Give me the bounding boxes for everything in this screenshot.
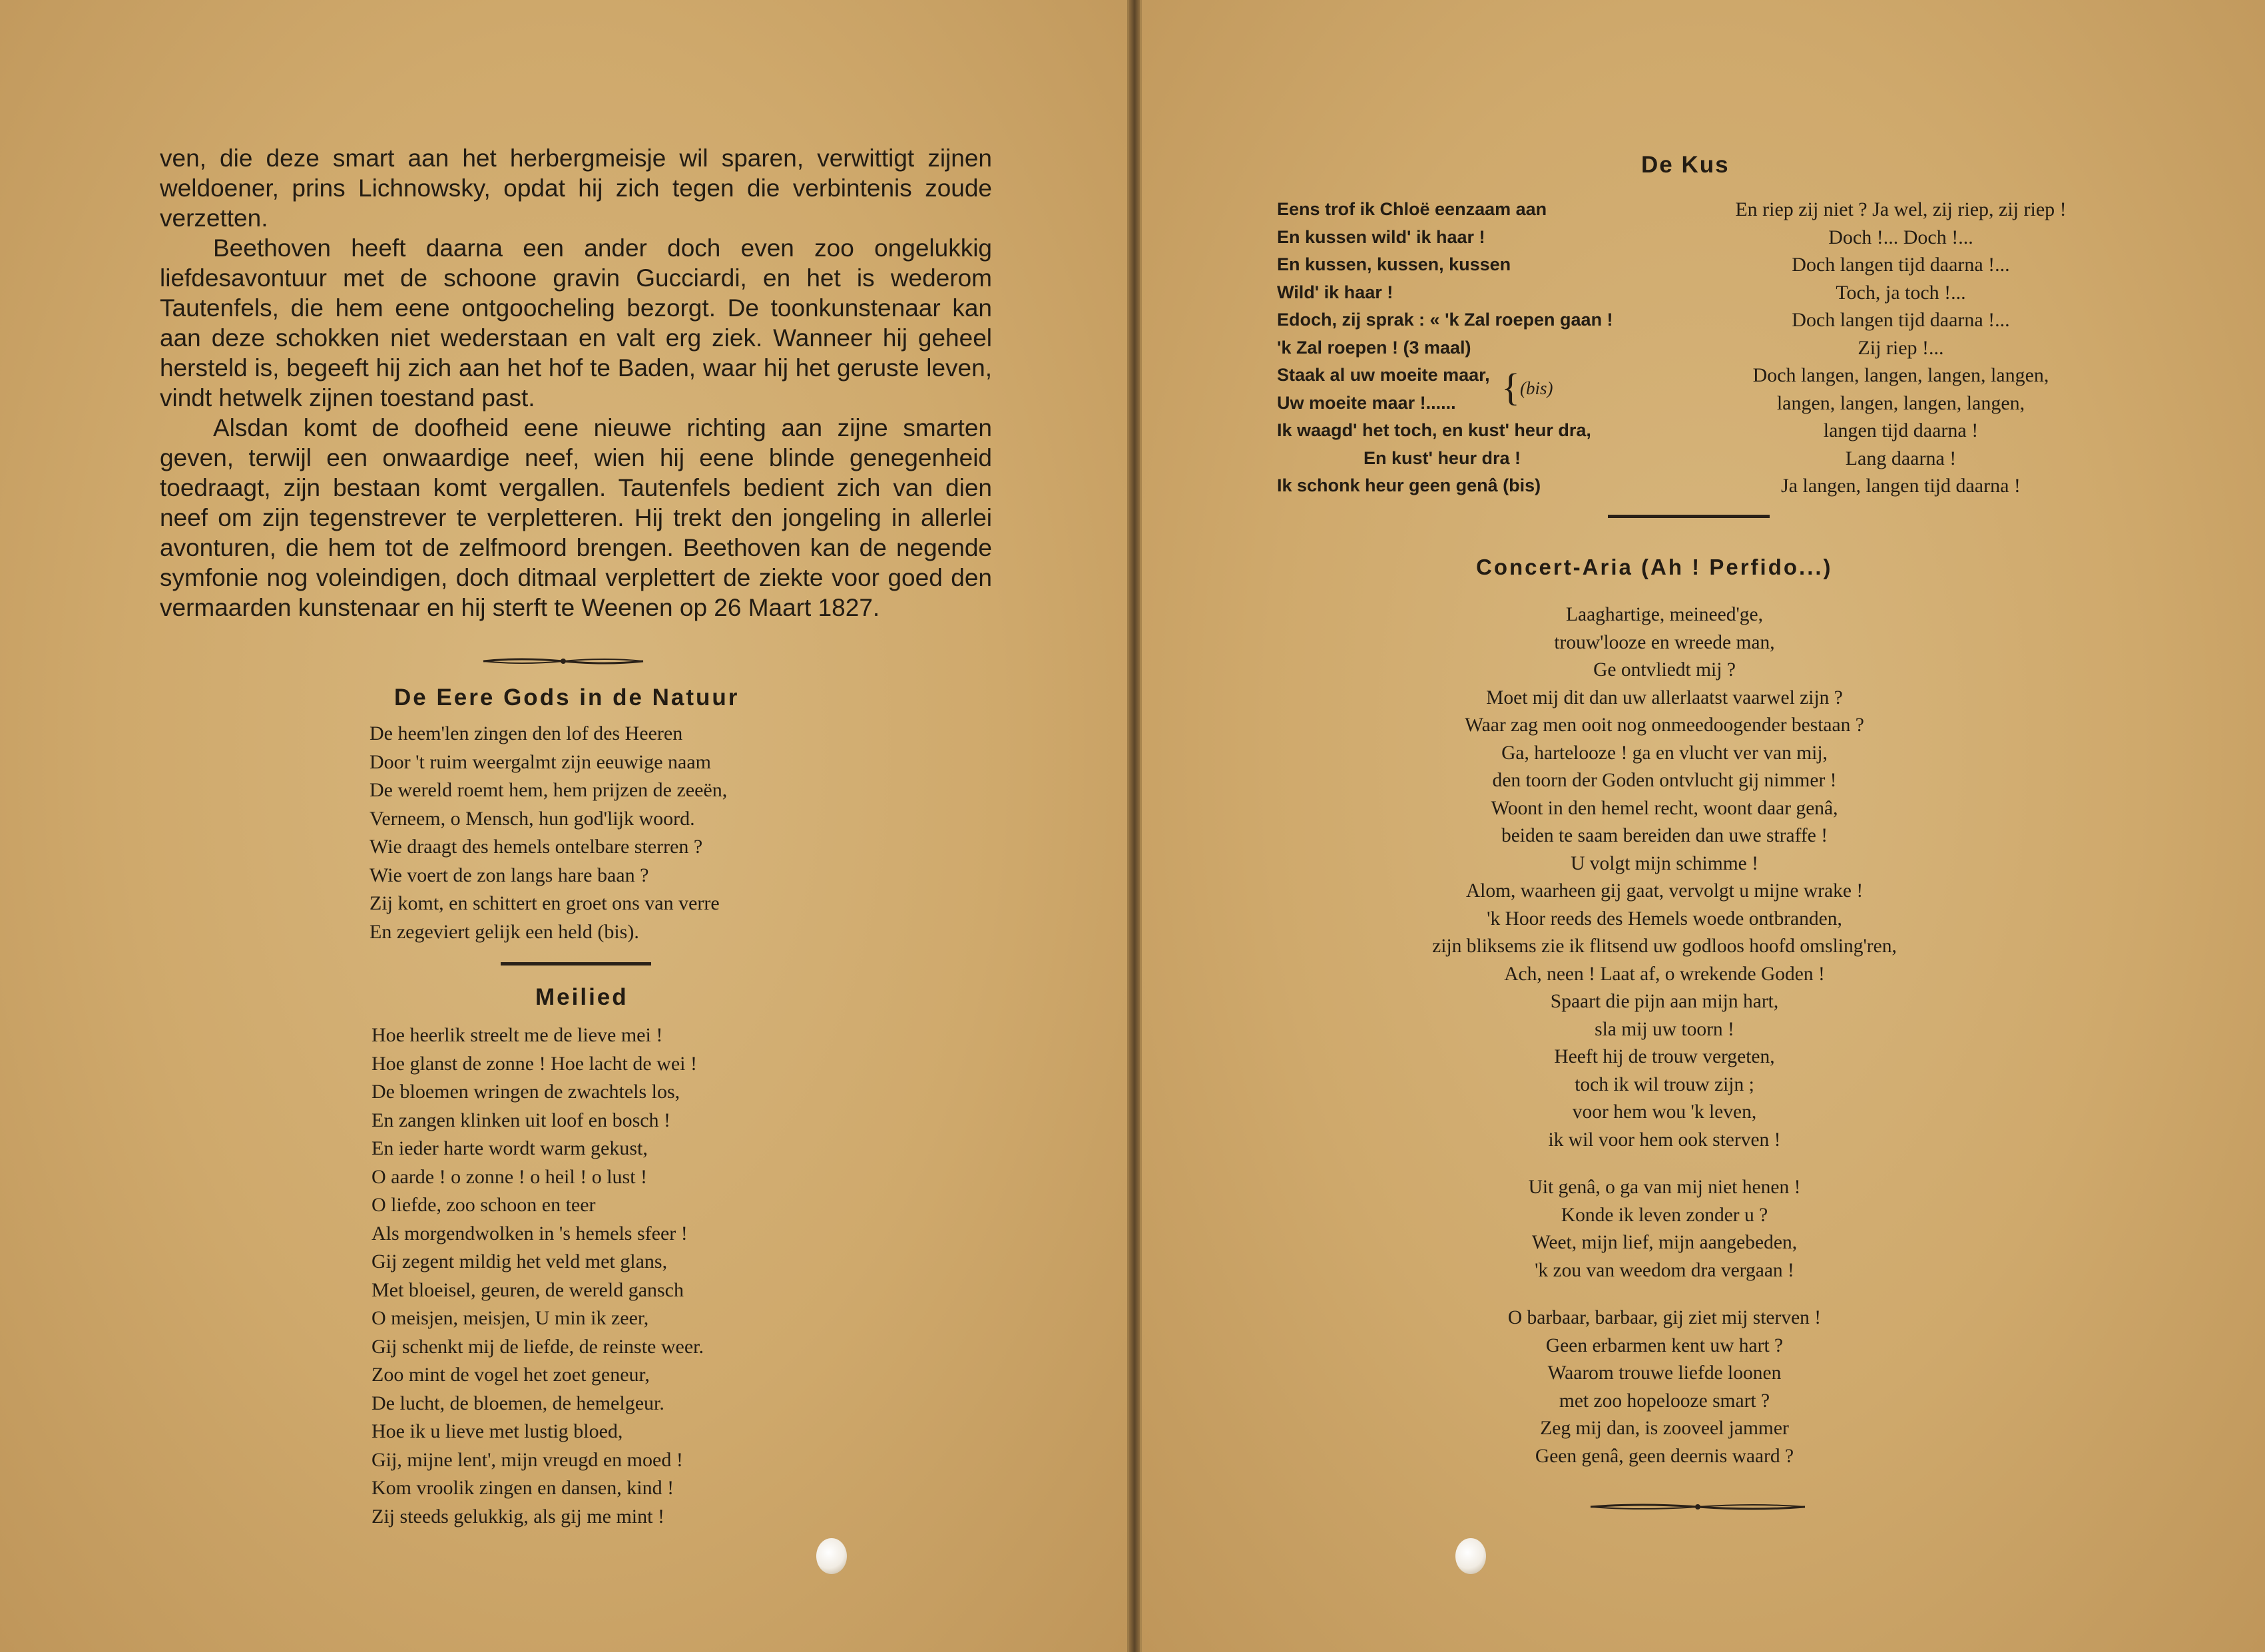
verse-line: O liefde, zoo schoon en teer <box>372 1194 596 1216</box>
verse-line: Gij, mijne lent', mijn vreugd en moed ! <box>372 1448 683 1471</box>
verse-line: Als morgendwolken in 's hemels sfeer ! <box>372 1222 688 1244</box>
biography-text <box>160 143 992 623</box>
verse-line: Heeft hij de trouw vergeten, <box>1554 1046 1775 1067</box>
verse-line: En kussen wild' ik haar ! <box>1277 226 1485 247</box>
ornament-divider <box>481 656 646 667</box>
punch-hole <box>1455 1538 1486 1574</box>
verse-line: Zij riep !... <box>1858 336 1944 359</box>
verse-line: En kust' heur dra ! <box>1364 447 1521 468</box>
verse-line: En zegeviert gelijk een held (bis). <box>370 920 639 943</box>
aria-verse <box>1252 601 2077 1470</box>
book-spine <box>1129 0 1140 1652</box>
verse-line: Gij schenkt mij de liefde, de reinste weer. <box>372 1335 704 1358</box>
kus-verse-left <box>1277 196 1613 500</box>
verse-line: O meisjen, meisjen, U min ik zeer, <box>372 1307 649 1329</box>
verse-line: Waarom trouwe liefde loonen <box>1547 1362 1782 1384</box>
verse-line: O barbaar, barbaar, gij ziet mij sterven ! <box>1507 1307 1822 1328</box>
verse-line: sla mij uw toorn ! <box>1595 1018 1734 1040</box>
verse-line: Alom, waarheen gij gaat, vervolgt u mijne wrake ! <box>1465 880 1864 902</box>
verse-line: De lucht, de bloemen, de hemelgeur. <box>372 1392 664 1414</box>
verse-line: Wie voert de zon langs hare baan ? <box>370 864 649 886</box>
verse-line: En riep zij niet ? Ja wel, zij riep, zij riep ! <box>1735 198 2067 220</box>
verse-line: ik wil voor hem ook sterven ! <box>1548 1129 1781 1151</box>
song-title: De Kus <box>1641 152 1730 178</box>
paragraph: Beethoven heeft daarna een ander doch even zoo ongelukkig liefdesavontuur met de schoone gravin Gucciardi, en het is wederom Tautenfels, die hem eene ontgoocheling bezorgt. De toonkunstenaar kan aan deze schokken niet wederstaan en valt erg ziek. Wanneer hij geheel hersteld is, begeeft hij zich aan het hof te Baden, waar hij het geruste leven, vindt hetwelk zijnen toestand past. <box>160 234 992 412</box>
verse-line: Toch, ja toch !... <box>1836 281 1966 304</box>
verse-line: Spaart die pijn aan mijn hart, <box>1550 991 1779 1012</box>
verse-line: Ik schonk heur geen genâ (bis) <box>1277 475 1541 495</box>
verse-line: 'k Zal roepen ! (3 maal) <box>1277 337 1471 358</box>
song-verse <box>370 720 727 946</box>
verse-line: met zoo hopelooze smart ? <box>1559 1390 1770 1412</box>
verse-line: toch ik wil trouw zijn ; <box>1575 1073 1754 1095</box>
verse-line: Wie draagt des hemels ontelbare sterren ? <box>370 836 703 858</box>
verse-line: Ach, neen ! Laat af, o wrekende Goden ! <box>1504 963 1825 985</box>
verse-line: trouw'looze en wreede man, <box>1554 631 1775 653</box>
song-title: Concert-Aria (Ah ! Perfido...) <box>1476 555 1833 579</box>
verse-line: O aarde ! o zonne ! o heil ! o lust ! <box>372 1165 648 1188</box>
verse-line: Geen genâ, geen deernis waard ? <box>1535 1445 1794 1467</box>
verse-line: langen tijd daarna ! <box>1823 419 1979 441</box>
verse-line: Gij zegent mildig het veld met glans, <box>372 1250 668 1272</box>
verse-line: U volgt mijn schimme ! <box>1571 852 1758 874</box>
verse-line: Kom vroolik zingen en dansen, kind ! <box>372 1477 674 1499</box>
punch-hole <box>816 1538 847 1574</box>
verse-line: Edoch, zij sprak : « 'k Zal roepen gaan ! <box>1277 310 1613 330</box>
verse-line: Moet mij dit dan uw allerlaatst vaarwel zijn ? <box>1486 687 1843 708</box>
verse-line: Laaghartige, meineed'ge, <box>1565 604 1764 625</box>
verse-line: Uit genâ, o ga van mij niet henen ! <box>1528 1177 1801 1198</box>
verse-line: Eens trof ik Chloë eenzaam aan <box>1277 199 1547 219</box>
song-verse <box>372 1021 704 1531</box>
verse-line: langen, langen, langen, langen, <box>1776 392 2025 414</box>
song-title: De Eere Gods in de Natuur <box>394 685 740 710</box>
kus-verse-right <box>1691 196 2111 500</box>
verse-line: Lang daarna ! <box>1845 447 1957 469</box>
verse-line: Ja langen, langen tijd daarna ! <box>1781 475 2021 497</box>
verse-line: Met bloeisel, geuren, de wereld gansch <box>372 1278 684 1301</box>
verse-line: Wild' ik haar ! <box>1277 282 1393 302</box>
verse-line: Weet, mijn lief, mijn aangebeden, <box>1531 1232 1798 1253</box>
verse-line: De bloemen wringen de zwachtels los, <box>372 1081 680 1103</box>
verse-line: Hoe heerlik streelt me de lieve mei ! <box>372 1024 663 1046</box>
verse-line: Hoe ik u lieve met lustig bloed, <box>372 1420 623 1442</box>
repeat-brace: { <box>1501 366 1520 409</box>
verse-line: Zij komt, en schittert en groet ons van verre <box>370 892 720 914</box>
verse-line: 'k zou van weedom dra vergaan ! <box>1535 1259 1794 1281</box>
verse-line: Doch langen tijd daarna !... <box>1792 254 2010 276</box>
song-title: Meilied <box>535 984 629 1010</box>
verse-line: De wereld roemt hem, hem prijzen de zeeën, <box>370 779 728 801</box>
verse-line: Door 't ruim weergalmt zijn eeuwige naam <box>370 750 712 773</box>
verse-line: En kussen, kussen, kussen <box>1277 254 1511 274</box>
verse-line: Staak al uw moeite maar, <box>1277 365 1490 385</box>
verse-line: Woont in den hemel recht, woont daar genâ, <box>1491 797 1838 819</box>
stanza-gap <box>1252 1154 2077 1174</box>
stanza-gap <box>1252 1284 2077 1304</box>
paragraph: Alsdan komt de doofheid eene nieuwe richting aan zijne smarten geven, terwijl een onwaardige neef, wien hij eene blinde genegenheid toedraagt, zijn bestaan komt vergallen. Tautenfels bedient zich van dien neef om zijn tegenstrever te verpletteren. Hij trekt den jongeling in allerlei avonturen, die hem tot de zelfmoord brengen. Beethoven kan de negende symfonie nog voleindigen, doch ditmaal verplettert de ziekte voor goed den vermaarden kunstenaar en hij sterft te Weenen op 26 Maart 1827. <box>160 414 992 621</box>
verse-line: Verneem, o Mensch, hun god'lijk woord. <box>370 807 695 830</box>
verse-line: beiden te saam bereiden dan uwe straffe ! <box>1501 825 1828 846</box>
verse-line: Ge ontvliedt mij ? <box>1593 659 1736 681</box>
verse-line: Doch langen, langen, langen, langen, <box>1752 364 2049 386</box>
ornament-divider <box>1588 1502 1808 1512</box>
verse-line: Uw moeite maar !...... <box>1277 392 1456 413</box>
verse-line: Waar zag men ooit nog onmeedoogender bestaan ? <box>1465 714 1864 736</box>
verse-line: Geen erbarmen kent uw hart ? <box>1545 1334 1784 1356</box>
repeat-marker: (bis) <box>1520 378 1553 398</box>
verse-line: De heem'len zingen den lof des Heeren <box>370 722 683 744</box>
verse-line: voor hem wou 'k leven, <box>1572 1101 1757 1123</box>
divider-rule <box>501 962 651 965</box>
verse-line: Zoo mint de vogel het zoet geneur, <box>372 1364 650 1386</box>
paragraph: ven, die deze smart aan het herbergmeisje wil sparen, verwittigt zijnen weldoener, prins Lichnowsky, opdat hij zich tegen die verbintenis zoude verzetten. <box>160 144 992 232</box>
verse-line: Ik waagd' het toch, en kust' heur dra, <box>1277 420 1591 440</box>
verse-line: Konde ik leven zonder u ? <box>1561 1204 1768 1226</box>
verse-line: Zeg mij dan, is zooveel jammer <box>1540 1418 1789 1439</box>
verse-line: Doch !... Doch !... <box>1828 226 1973 248</box>
verse-line: den toorn der Goden ontvlucht gij nimmer ! <box>1492 770 1837 791</box>
divider-rule <box>1608 515 1770 518</box>
verse-line: 'k Hoor reeds des Hemels woede ontbranden, <box>1487 908 1842 930</box>
verse-line: En zangen klinken uit loof en bosch ! <box>372 1109 671 1131</box>
verse-line: En ieder harte wordt warm gekust, <box>372 1137 648 1159</box>
verse-line: Ga, harteloozе ! ga en vlucht ver van mij, <box>1501 742 1828 764</box>
verse-line: Doch langen tijd daarna !... <box>1792 309 2010 331</box>
verse-line: zijn bliksems zie ik flitsend uw godloos hoofd omsling'ren, <box>1432 936 1897 957</box>
verse-line: Zij steeds gelukkig, als gij me mint ! <box>372 1505 664 1527</box>
verse-line: Hoe glanst de zonne ! Hoe lacht de wei ! <box>372 1052 697 1075</box>
